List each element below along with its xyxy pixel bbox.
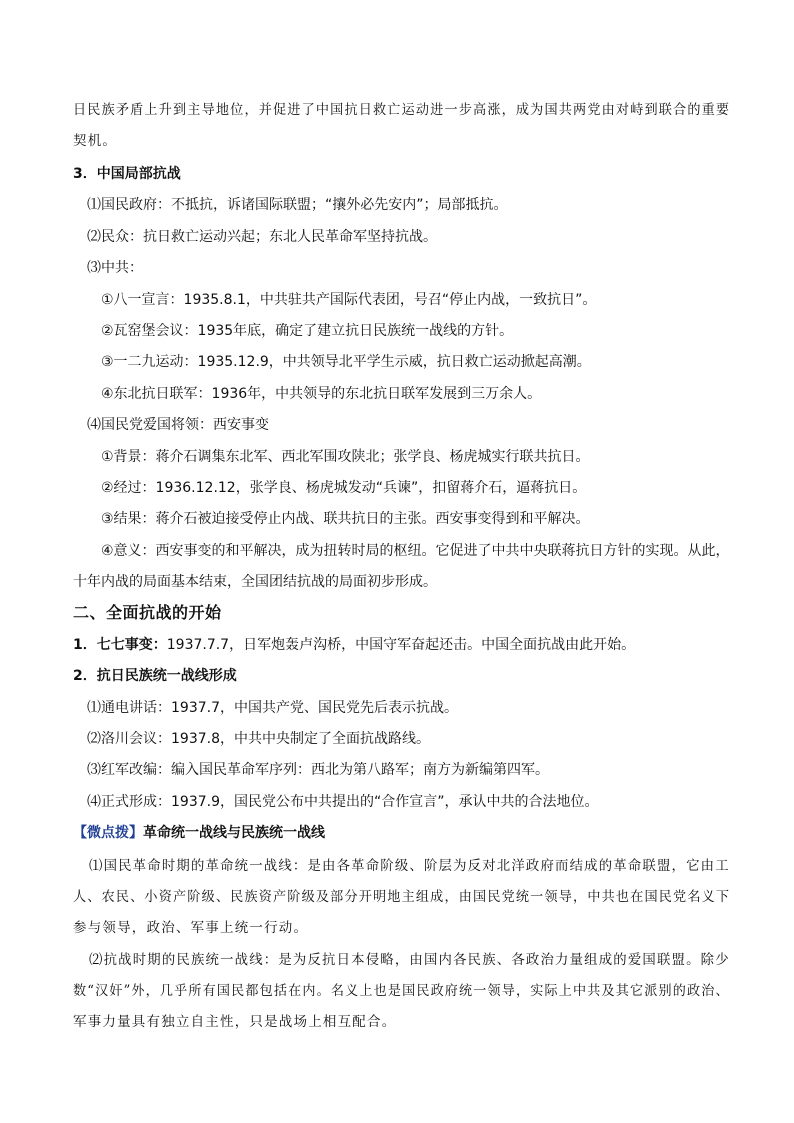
section-3-item-1: ⑴国民政府：不抵抗，诉诸国际联盟；“攘外必先安内”；局部抵抗。 bbox=[87, 197, 508, 213]
part-2-item-2-1: ⑴通电讲话：1937.7，中国共产党、国民党先后表示抗战。 bbox=[87, 700, 458, 716]
section-3-item-2: ⑵民众：抗日救亡运动兴起；东北人民革命军坚持抗战。 bbox=[87, 229, 437, 245]
tip-paragraph-1-line-1: ⑴国民革命时期的革命统一战线：是由各革命阶级、阶层为反对北洋政府而结成的革命联盟，它由工 bbox=[89, 858, 730, 874]
section-3-item-4-4a: ④意义：西安事变的和平解决，成为扭转时局的枢纽。它促进了中共中央联蒋抗日方针的实现。从此， bbox=[101, 543, 730, 559]
tip-heading bbox=[73, 823, 325, 843]
tip-paragraph-2-line-2: 数“汉奸”外，几乎所有国民都包括在内。名义上也是国民政府统一领导，实际上中共及其它派别的政治、 bbox=[73, 983, 730, 999]
section-3-item-4-3: ③结果：蒋介石被迫接受停止内战、联共抗日的主张。西安事变得到和平解决。 bbox=[101, 511, 590, 527]
tip-tag: 【微点拨】 bbox=[73, 825, 143, 841]
intro-line-1: 日民族矛盾上升到主导地位，并促进了中国抗日救亡运动进一步高涨，成为国共两党由对峙到联合的重要 bbox=[73, 102, 731, 118]
tip-paragraph-2-line-1: ⑵抗战时期的民族统一战线：是为反抗日本侵略，由国内各民族、各政治力量组成的爱国联盟。除少 bbox=[89, 952, 730, 968]
tip-paragraph-1-line-2: 人、农民、小资产阶级、民族资产阶级及部分开明地主组成，由国民党统一领导，中共也在国民党名义下 bbox=[73, 889, 731, 905]
section-3-item-3-3: ③一二九运动：1935.12.9，中共领导北平学生示威，抗日救亡运动掀起高潮。 bbox=[101, 354, 591, 370]
intro-line-2: 契机。 bbox=[73, 133, 118, 149]
part-2-item-2-4: ⑷正式形成：1937.9，国民党公布中共提出的“合作宣言”，承认中共的合法地位。 bbox=[87, 794, 599, 810]
section-3-item-4-1: ①背景：蒋介石调集东北军、西北军围攻陕北；张学良、杨虎城实行联共抗日。 bbox=[101, 449, 590, 465]
section-3-item-4-2: ②经过：1936.12.12，张学良、杨虎城发动“兵谏”，扣留蒋介石，逼蒋抗日。 bbox=[101, 480, 587, 496]
part-2-item-1-text: 1937.7.7，日军炮轰卢沟桥，中国守军奋起还击。中国全面抗战由此开始。 bbox=[166, 637, 636, 653]
section-3-heading: 3．中国局部抗战 bbox=[73, 166, 181, 182]
part-2-item-2-2: ⑵洛川会议：1937.8，中共中央制定了全面抗战路线。 bbox=[87, 731, 430, 747]
part-2-item-2-3: ⑶红军改编：编入国民革命军序列：西北为第八路军；南方为新编第四军。 bbox=[87, 762, 549, 778]
section-3-item-3-4: ④东北抗日联军：1936年，中共领导的东北抗日联军发展到三万余人。 bbox=[101, 386, 542, 402]
part-2-heading: 二、全面抗战的开始 bbox=[73, 603, 222, 622]
part-2-item-2-heading: 2．抗日民族统一战线形成 bbox=[73, 668, 237, 684]
tip-paragraph-1-line-3: 参与领导，政治、军事上统一行动。 bbox=[73, 920, 309, 936]
section-3-item-3-2: ②瓦窑堡会议：1935年底，确定了建立抗日民族统一战线的方针。 bbox=[101, 323, 514, 339]
tip-paragraph-2-line-3: 军事力量具有独立自主性，只是战场上相互配合。 bbox=[73, 1014, 397, 1030]
section-3-item-4: ⑷国民党爱国将领：西安事变 bbox=[87, 417, 269, 433]
section-3-item-4-4b: 十年内战的局面基本结束，全国团结抗战的局面初步形成。 bbox=[73, 574, 437, 590]
part-2-item-1-label: 1．七七事变： bbox=[73, 637, 167, 653]
section-3-item-3-1: ①八一宣言：1935.8.1，中共驻共产国际代表团，号召“停止内战，一致抗日”。 bbox=[101, 292, 597, 308]
part-2-item-1 bbox=[73, 635, 635, 655]
section-3-item-3: ⑶中共： bbox=[87, 260, 143, 276]
tip-title: 革命统一战线与民族统一战线 bbox=[143, 825, 325, 841]
